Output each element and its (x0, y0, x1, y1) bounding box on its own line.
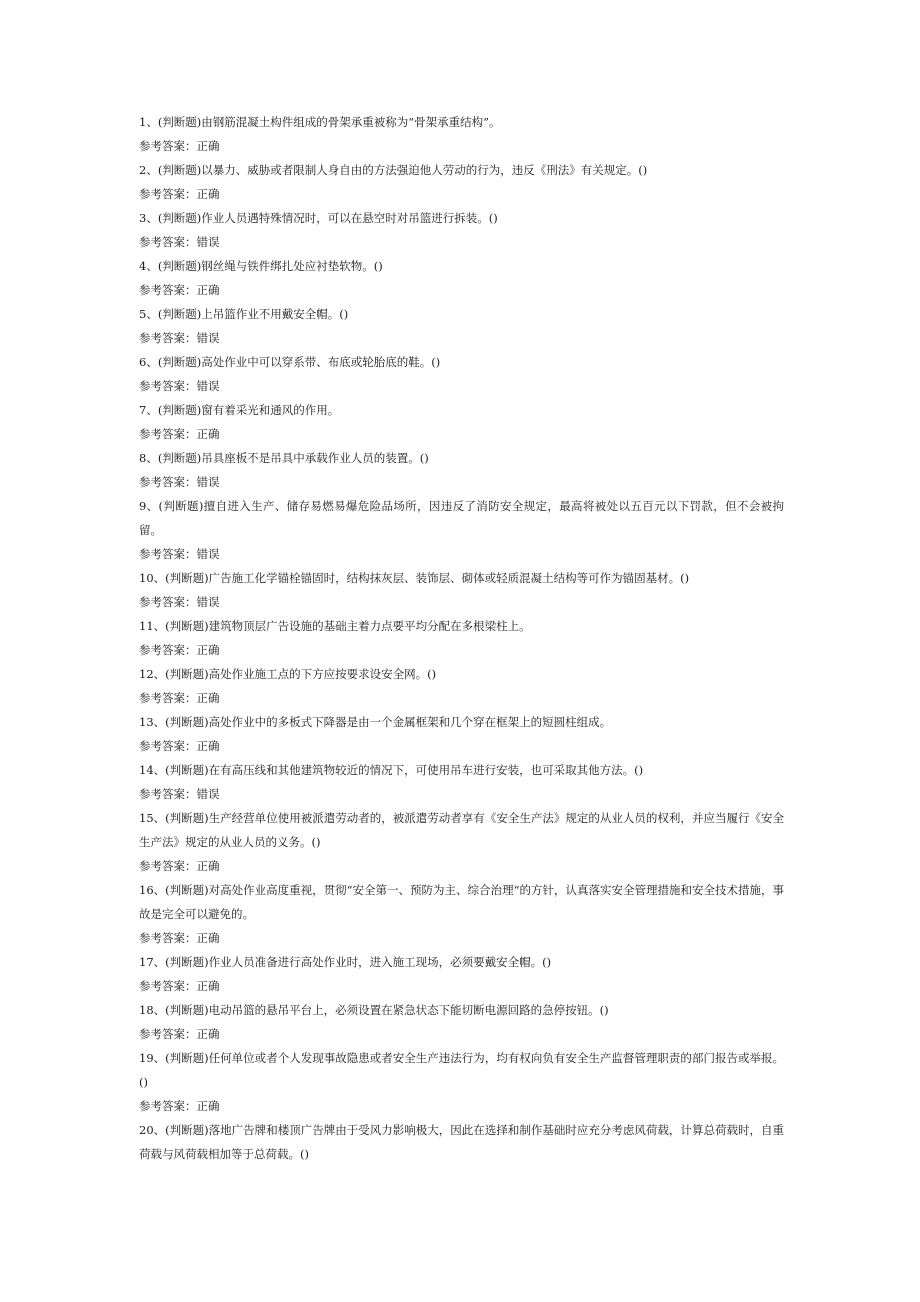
question-text: 10、(判断题)广告施工化学锚栓锚固时，结构抹灰层、装饰层、砌体或轻质混凝土结构等可作为锚固基材。() (139, 571, 690, 585)
question-text: 3、(判断题)作业人员遇特殊情况时，可以在悬空时对吊篮进行拆装。() (139, 211, 498, 225)
question-text: 19、(判断题)任何单位或者个人发现事故隐患或者安全生产违法行为，均有权向负有安全生产监督管理职责的部门报告或举报。() (139, 1051, 784, 1089)
question-text: 15、(判断题)生产经营单位使用被派遣劳动者的，被派遣劳动者享有《安全生产法》规定的从业人员的权利，并应当履行《安全生产法》规定的从业人员的义务。() (139, 811, 784, 849)
question-list (139, 110, 784, 1166)
answer-text: 参考答案：正确 (139, 931, 220, 945)
question-text: 17、(判断题)作业人员准备进行高处作业时，进入施工现场，必须要戴安全帽。() (139, 955, 552, 969)
answer-text: 参考答案：错误 (139, 379, 220, 393)
question-text: 9、(判断题)擅自进入生产、储存易燃易爆危险品场所，因违反了消防安全规定，最高将被处以五百元以下罚款，但不会被拘留。 (139, 499, 784, 537)
answer-text: 参考答案：正确 (139, 427, 220, 441)
answer-text: 参考答案：正确 (139, 691, 220, 705)
answer-text: 参考答案：错误 (139, 235, 220, 249)
question-text: 20、(判断题)落地广告牌和楼顶广告牌由于受风力影响极大，因此在选择和制作基础时应充分考虑风荷载，计算总荷载时，自重荷载与风荷载相加等于总荷载。() (139, 1123, 784, 1161)
answer-text: 参考答案：正确 (139, 643, 220, 657)
question-text: 18、(判断题)电动吊篮的悬吊平台上，必须设置在紧急状态下能切断电源回路的急停按钮。() (139, 1003, 609, 1017)
answer-text: 参考答案：错误 (139, 787, 220, 801)
answer-text: 参考答案：错误 (139, 331, 220, 345)
question-text: 16、(判断题)对高处作业高度重视，贯彻“安全第一、预防为主、综合治理“的方针，认真落实安全管理措施和安全技术措施，事故是完全可以避免的。 (139, 883, 784, 921)
answer-text: 参考答案：正确 (139, 979, 220, 993)
question-text: 1、(判断题)由钢筋混凝土构件组成的骨架承重被称为“骨架承重结构”。 (139, 115, 501, 129)
answer-text: 参考答案：正确 (139, 283, 220, 297)
question-text: 4、(判断题)钢丝绳与铁件绑扎处应衬垫软物。() (139, 259, 383, 273)
answer-text: 参考答案：正确 (139, 859, 220, 873)
answer-text: 参考答案：错误 (139, 475, 220, 489)
question-text: 2、(判断题)以暴力、威胁或者限制人身自由的方法强迫他人劳动的行为，违反《刑法》有关规定。() (139, 163, 648, 177)
question-text: 11、(判断题)建筑物顶层广告设施的基础主着力点要平均分配在多根梁柱上。 (139, 619, 531, 633)
question-text: 13、(判断题)高处作业中的多板式下降器是由一个金属框架和几个穿在框架上的短圆柱组成。 (139, 715, 612, 729)
question-text: 5、(判断题)上吊篮作业不用戴安全帽。() (139, 307, 349, 321)
answer-text: 参考答案：错误 (139, 595, 220, 609)
question-text: 12、(判断题)高处作业施工点的下方应按要求设安全网。() (139, 667, 437, 681)
question-text: 6、(判断题)高处作业中可以穿系带、布底或轮胎底的鞋。() (139, 355, 441, 369)
question-text: 7、(判断题)窗有着采光和通风的作用。 (139, 403, 340, 417)
answer-text: 参考答案：错误 (139, 547, 220, 561)
answer-text: 参考答案：正确 (139, 1099, 220, 1113)
answer-text: 参考答案：正确 (139, 139, 220, 153)
answer-text: 参考答案：正确 (139, 187, 220, 201)
answer-text: 参考答案：正确 (139, 1027, 220, 1041)
question-text: 8、(判断题)吊具座板不是吊具中承载作业人员的装置。() (139, 451, 429, 465)
question-text: 14、(判断题)在有高压线和其他建筑物较近的情况下，可使用吊车进行安装，也可采取其他方法。() (139, 763, 644, 777)
answer-text: 参考答案：正确 (139, 739, 220, 753)
